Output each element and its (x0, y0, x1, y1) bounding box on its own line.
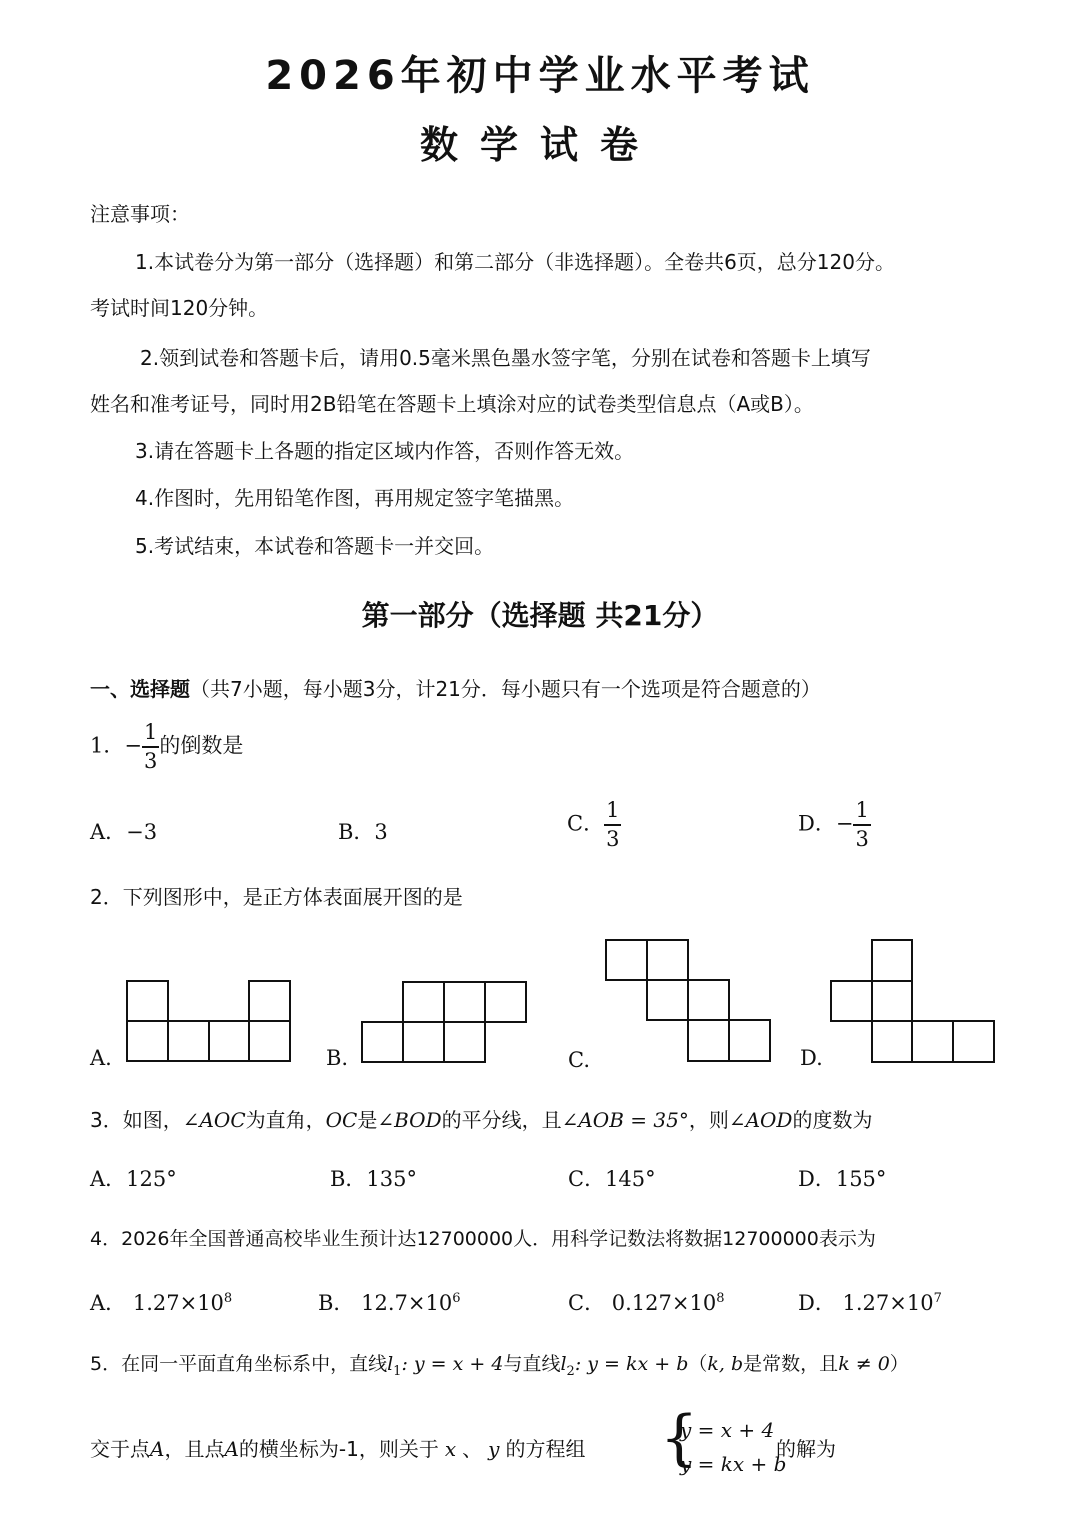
q5-var-x: x (444, 1437, 457, 1461)
fraction-numerator: 1 (604, 800, 621, 826)
exam-title: 2026年初中学业水平考试 (265, 53, 815, 99)
fraction-denominator: 3 (143, 749, 158, 773)
question-3-option-d: D．155° (798, 1167, 887, 1191)
option-base: B． 12.7×10 (318, 1291, 453, 1315)
q5-solution-label: 的解为 (776, 1437, 836, 1461)
q5-equation-2: : y = kx + b (574, 1353, 689, 1375)
q5-l2-text-b: ，且点 (164, 1437, 225, 1461)
q3-text-6: 的度数为 (792, 1108, 873, 1132)
equation-system-brace: { (660, 1403, 699, 1473)
option-base: C． 0.127×10 (568, 1291, 717, 1315)
q5-point-a: A (150, 1437, 165, 1461)
notice-item-2-line-1: 2.领到试卷和答题卡后，请用0.5毫米黑色墨水签字笔，分别在试卷和答题卡上填写 (140, 346, 871, 370)
fraction-denominator: 3 (606, 827, 620, 851)
notice-item-4: 4.作图时，先用铅笔作图，再用规定签字笔描黑。 (135, 486, 575, 510)
q3-math-3: ∠BOD (377, 1108, 442, 1132)
question-2-option-c-label: C. (568, 1048, 590, 1072)
cube-net-d (831, 940, 994, 1062)
option-exponent: 8 (223, 1291, 233, 1306)
question-4-option-d (798, 1287, 942, 1317)
q3-math-2: OC (325, 1108, 358, 1132)
question-1-sign: − (124, 733, 142, 758)
q5-l2-text-e: 的方程组 (505, 1437, 586, 1461)
option-exponent: 6 (452, 1291, 461, 1306)
q5-point-a-2: A (224, 1437, 239, 1461)
option-exponent: 8 (716, 1291, 725, 1306)
notice-item-2-line-2: 姓名和准考证号，同时用2B铅笔在答题卡上填涂对应的试卷类型信息点（A或B）。 (90, 392, 814, 416)
q5-text-5: ） (889, 1353, 909, 1375)
system-equation-2: y = kx + b (680, 1452, 787, 1476)
q5-math-k-ne-0: k ≠ 0 (838, 1353, 890, 1375)
q3-text-3: 是 (357, 1108, 378, 1132)
question-1-option-b: B．3 (338, 820, 388, 844)
q5-l2-text-c: 的横坐标为-1，则关于 (238, 1437, 439, 1461)
question-5-line-1 (90, 1349, 909, 1379)
q5-l2-text-a: 交于点 (90, 1437, 150, 1461)
q3-math-1: ∠AOC (182, 1108, 246, 1132)
question-3-option-b: B．135° (330, 1167, 418, 1191)
q5-text-4: 是常数，且 (743, 1353, 839, 1375)
system-equation-1: y = x + 4 (680, 1418, 775, 1442)
fraction-numerator: 1 (853, 800, 870, 826)
q3-text-4: 的平分线，且 (441, 1108, 562, 1132)
option-exponent: 7 (933, 1291, 942, 1306)
question-1-number: 1． (90, 733, 125, 758)
option-base: D． 1.27×10 (798, 1291, 934, 1315)
q5-text-3: （ (688, 1353, 708, 1375)
question-3-option-c: C．145° (568, 1167, 656, 1191)
q5-l2-subscript: 2 (566, 1363, 575, 1379)
question-4-option-c (568, 1287, 724, 1317)
question-2-option-d-label: D. (800, 1046, 823, 1070)
question-4-option-b (318, 1287, 460, 1317)
cube-net-a (127, 981, 290, 1061)
question-3-stem (90, 1104, 872, 1133)
notice-item-5: 5.考试结束，本试卷和答题卡一并交回。 (135, 534, 495, 558)
q5-text-1: 5．在同一平面直角坐标系中，直线 (90, 1353, 388, 1375)
question-4-option-a (90, 1287, 232, 1317)
q5-math-kb: k, b (707, 1353, 744, 1375)
notice-heading: 注意事项： (90, 202, 190, 226)
q5-equation-1: : y = x + 4 (401, 1353, 504, 1375)
question-1-text: 的倒数是 (159, 733, 244, 758)
q5-l2-text-d: 、 (462, 1437, 483, 1461)
part-label: 一、选择题 (90, 677, 190, 701)
fraction-numerator: 1 (142, 722, 159, 748)
q3-text-5: ，则 (688, 1108, 729, 1132)
option-base: A． 1.27×10 (90, 1291, 224, 1315)
question-2-option-a-label: A. (90, 1046, 112, 1070)
question-4-stem: 4．2026年全国普通高校毕业生预计达12700000人．用科学记数法将数据12700000表示为 (90, 1228, 876, 1250)
notice-item-1-line-1: 1.本试卷分为第一部分（选择题）和第二部分（非选择题）。全卷共6页，总分120分。 (135, 250, 895, 274)
fraction-denominator: 3 (855, 827, 869, 851)
question-2-stem: 2．下列图形中，是正方体表面展开图的是 (90, 885, 463, 909)
notice-item-3: 3.请在答题卡上各题的指定区域内作答，否则作答无效。 (135, 439, 635, 463)
section-1-title: 第一部分（选择题 共21分） (361, 599, 719, 632)
cube-net-b (362, 982, 526, 1062)
q3-text-1: 3．如图， (90, 1108, 183, 1132)
cube-net-c (606, 940, 770, 1061)
question-5-line-2 (90, 1433, 585, 1462)
q5-text-2: 与直线 (503, 1353, 561, 1375)
q5-var-y: y (488, 1437, 500, 1461)
q5-line-l1: l (387, 1353, 394, 1375)
question-3-option-a: A．125° (90, 1167, 177, 1191)
q3-math-4: ∠AOB = 35° (561, 1108, 689, 1132)
q3-math-5: ∠AOD (728, 1108, 793, 1132)
exam-subtitle: 数学试卷 (419, 123, 660, 167)
question-1-option-a: A．−3 (90, 820, 158, 844)
q5-l1-subscript: 1 (393, 1363, 402, 1379)
q5-line-l2: l (560, 1353, 567, 1375)
part-description: （共7小题，每小题3分，计21分．每小题只有一个选项是符合题意的） (190, 677, 821, 701)
q3-text-2: 为直角， (245, 1108, 326, 1132)
question-2-option-b-label: B. (326, 1046, 349, 1070)
option-label: D． (798, 811, 836, 836)
notice-item-1-line-2: 考试时间120分钟。 (90, 296, 269, 320)
option-label: C． (567, 811, 605, 836)
option-sign: − (835, 811, 854, 836)
